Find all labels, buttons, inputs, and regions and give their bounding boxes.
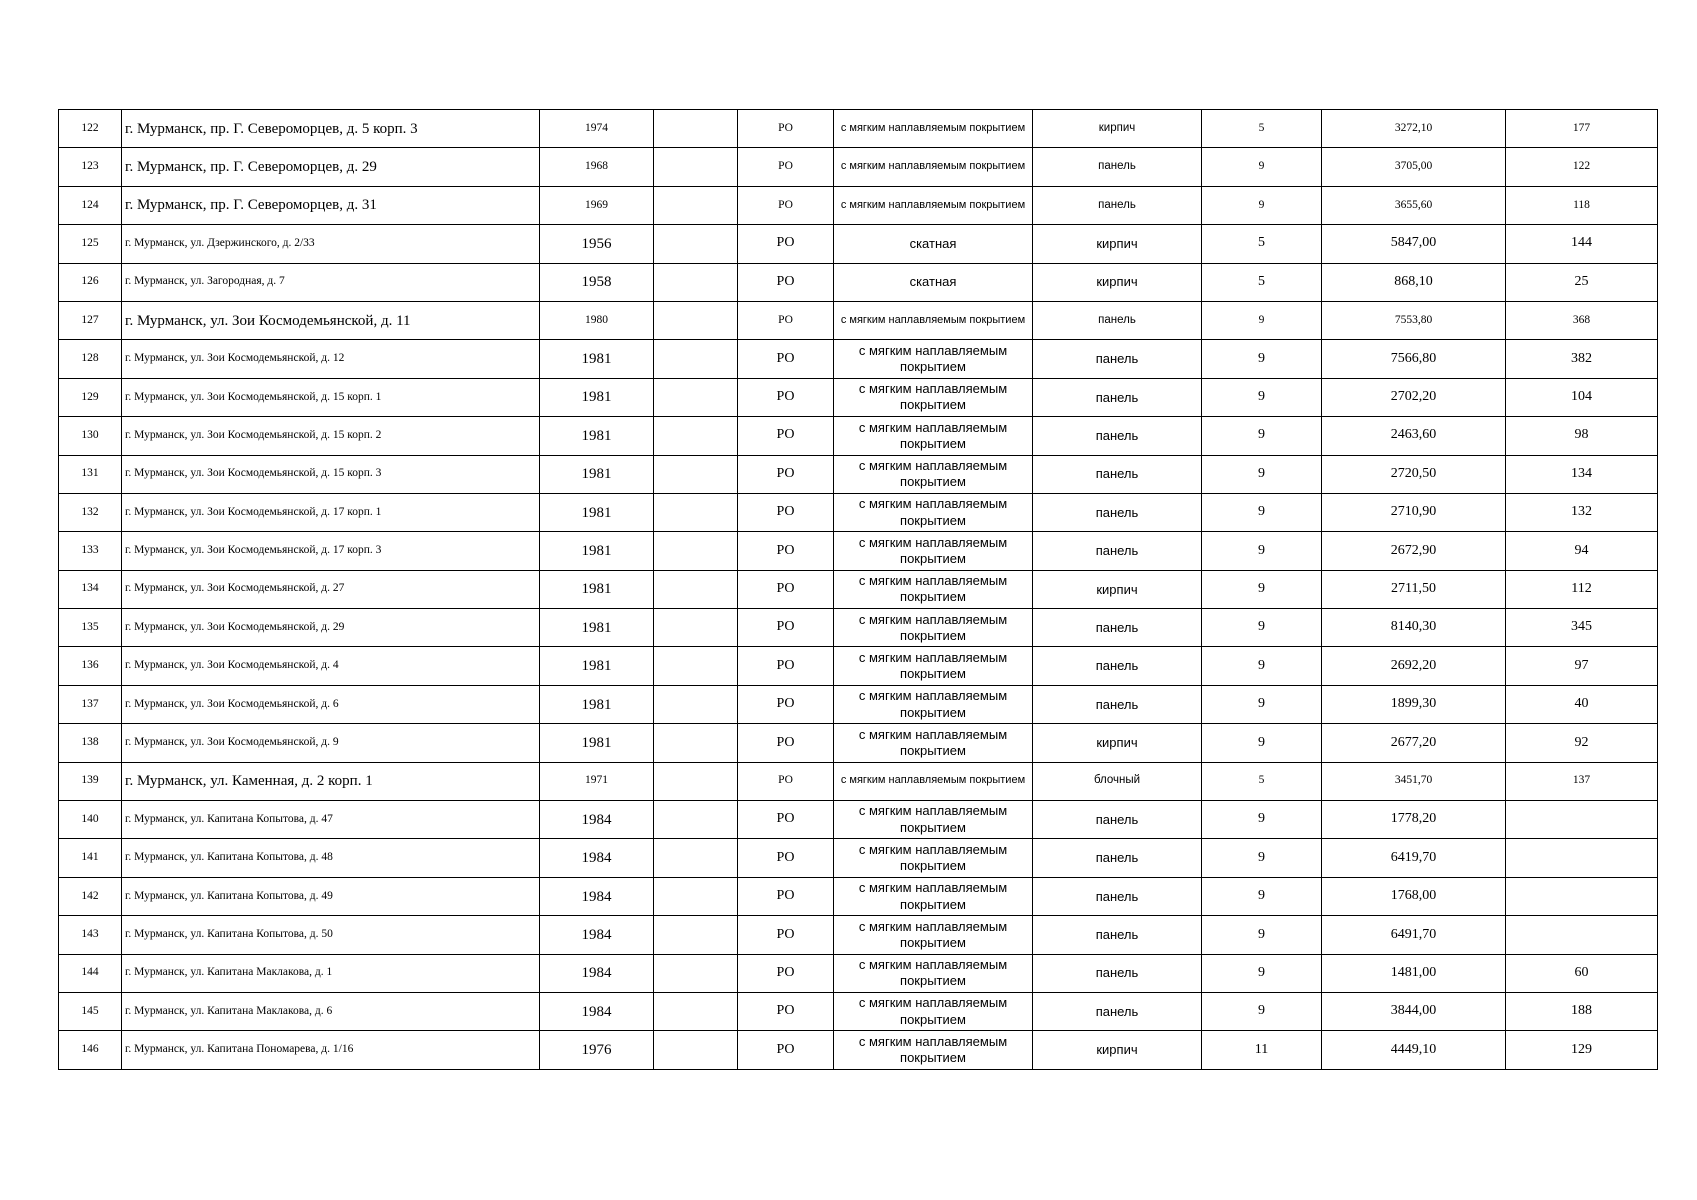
- year-cell: 1984: [540, 801, 654, 839]
- wall-material-cell: панель: [1033, 992, 1202, 1030]
- blank-cell: [654, 263, 738, 301]
- residents-cell: 382: [1506, 340, 1658, 378]
- address-cell: г. Мурманск, ул. Капитана Копытова, д. 50: [122, 916, 540, 954]
- address-cell: г. Мурманск, ул. Капитана Маклакова, д. 1: [122, 954, 540, 992]
- year-cell: 1980: [540, 301, 654, 339]
- roof-type-cell: с мягким наплавляемым покрытием: [834, 532, 1033, 570]
- floors-cell: 11: [1202, 1031, 1322, 1069]
- year-cell: 1981: [540, 532, 654, 570]
- year-cell: 1981: [540, 340, 654, 378]
- wall-material-cell: кирпич: [1033, 1031, 1202, 1069]
- area-cell: 2692,20: [1322, 647, 1506, 685]
- roof-type-cell: с мягким наплавляемым покрытием: [834, 110, 1033, 148]
- row-number-cell: 145: [59, 992, 122, 1030]
- program-cell: РО: [738, 762, 834, 800]
- address-cell: г. Мурманск, ул. Капитана Пономарева, д. 1/16: [122, 1031, 540, 1069]
- address-cell: г. Мурманск, пр. Г. Североморцев, д. 29: [122, 148, 540, 186]
- row-number-cell: 144: [59, 954, 122, 992]
- area-cell: 3844,00: [1322, 992, 1506, 1030]
- wall-material-cell: панель: [1033, 877, 1202, 915]
- blank-cell: [654, 801, 738, 839]
- blank-cell: [654, 455, 738, 493]
- table-row: [59, 1031, 1658, 1069]
- blank-cell: [654, 493, 738, 531]
- roof-type-cell: с мягким наплавляемым покрытием: [834, 378, 1033, 416]
- wall-material-cell: панель: [1033, 493, 1202, 531]
- program-cell: РО: [738, 225, 834, 263]
- area-cell: 3655,60: [1322, 186, 1506, 224]
- year-cell: 1976: [540, 1031, 654, 1069]
- row-number-cell: 133: [59, 532, 122, 570]
- residents-cell: 188: [1506, 992, 1658, 1030]
- roof-type-cell: с мягким наплавляемым покрытием: [834, 570, 1033, 608]
- residents-cell: 122: [1506, 148, 1658, 186]
- year-cell: 1981: [540, 493, 654, 531]
- row-number-cell: 137: [59, 685, 122, 723]
- area-cell: 1481,00: [1322, 954, 1506, 992]
- wall-material-cell: кирпич: [1033, 570, 1202, 608]
- row-number-cell: 122: [59, 110, 122, 148]
- row-number-cell: 131: [59, 455, 122, 493]
- program-cell: РО: [738, 455, 834, 493]
- residents-cell: [1506, 916, 1658, 954]
- address-cell: г. Мурманск, пр. Г. Североморцев, д. 31: [122, 186, 540, 224]
- program-cell: РО: [738, 378, 834, 416]
- wall-material-cell: панель: [1033, 609, 1202, 647]
- wall-material-cell: панель: [1033, 417, 1202, 455]
- program-cell: РО: [738, 493, 834, 531]
- table-row: [59, 225, 1658, 263]
- row-number-cell: 126: [59, 263, 122, 301]
- table-row: [59, 340, 1658, 378]
- floors-cell: 9: [1202, 570, 1322, 608]
- roof-type-cell: с мягким наплавляемым покрытием: [834, 340, 1033, 378]
- roof-type-cell: с мягким наплавляемым покрытием: [834, 916, 1033, 954]
- floors-cell: 5: [1202, 225, 1322, 263]
- area-cell: 6419,70: [1322, 839, 1506, 877]
- row-number-cell: 128: [59, 340, 122, 378]
- residents-cell: 104: [1506, 378, 1658, 416]
- table-row: [59, 839, 1658, 877]
- residents-cell: 137: [1506, 762, 1658, 800]
- floors-cell: 9: [1202, 148, 1322, 186]
- residents-cell: [1506, 801, 1658, 839]
- row-number-cell: 141: [59, 839, 122, 877]
- wall-material-cell: панель: [1033, 839, 1202, 877]
- floors-cell: 9: [1202, 609, 1322, 647]
- wall-material-cell: панель: [1033, 301, 1202, 339]
- row-number-cell: 143: [59, 916, 122, 954]
- year-cell: 1984: [540, 954, 654, 992]
- address-cell: г. Мурманск, ул. Зои Космодемьянской, д. 9: [122, 724, 540, 762]
- housing-table: [58, 109, 1658, 1070]
- roof-type-cell: с мягким наплавляемым покрытием: [834, 839, 1033, 877]
- blank-cell: [654, 724, 738, 762]
- row-number-cell: 132: [59, 493, 122, 531]
- wall-material-cell: панель: [1033, 954, 1202, 992]
- table-row: [59, 609, 1658, 647]
- row-number-cell: 130: [59, 417, 122, 455]
- program-cell: РО: [738, 992, 834, 1030]
- area-cell: 3451,70: [1322, 762, 1506, 800]
- program-cell: РО: [738, 724, 834, 762]
- roof-type-cell: с мягким наплавляемым покрытием: [834, 609, 1033, 647]
- roof-type-cell: с мягким наплавляемым покрытием: [834, 877, 1033, 915]
- residents-cell: 368: [1506, 301, 1658, 339]
- blank-cell: [654, 992, 738, 1030]
- blank-cell: [654, 417, 738, 455]
- roof-type-cell: с мягким наплавляемым покрытием: [834, 801, 1033, 839]
- address-cell: г. Мурманск, ул. Зои Космодемьянской, д. 11: [122, 301, 540, 339]
- table-body: [59, 110, 1658, 1070]
- year-cell: 1956: [540, 225, 654, 263]
- blank-cell: [654, 762, 738, 800]
- wall-material-cell: кирпич: [1033, 724, 1202, 762]
- program-cell: РО: [738, 954, 834, 992]
- program-cell: РО: [738, 1031, 834, 1069]
- year-cell: 1969: [540, 186, 654, 224]
- roof-type-cell: с мягким наплавляемым покрытием: [834, 762, 1033, 800]
- row-number-cell: 125: [59, 225, 122, 263]
- year-cell: 1981: [540, 724, 654, 762]
- table-row: [59, 724, 1658, 762]
- address-cell: г. Мурманск, ул. Зои Космодемьянской, д. 17 корп. 1: [122, 493, 540, 531]
- row-number-cell: 140: [59, 801, 122, 839]
- roof-type-cell: с мягким наплавляемым покрытием: [834, 417, 1033, 455]
- row-number-cell: 123: [59, 148, 122, 186]
- area-cell: 1899,30: [1322, 685, 1506, 723]
- program-cell: РО: [738, 685, 834, 723]
- wall-material-cell: панель: [1033, 801, 1202, 839]
- row-number-cell: 142: [59, 877, 122, 915]
- area-cell: 2672,90: [1322, 532, 1506, 570]
- area-cell: 4449,10: [1322, 1031, 1506, 1069]
- area-cell: 2710,90: [1322, 493, 1506, 531]
- table-row: [59, 148, 1658, 186]
- blank-cell: [654, 839, 738, 877]
- row-number-cell: 127: [59, 301, 122, 339]
- row-number-cell: 136: [59, 647, 122, 685]
- program-cell: РО: [738, 148, 834, 186]
- row-number-cell: 124: [59, 186, 122, 224]
- row-number-cell: 139: [59, 762, 122, 800]
- floors-cell: 9: [1202, 954, 1322, 992]
- table-row: [59, 110, 1658, 148]
- area-cell: 2711,50: [1322, 570, 1506, 608]
- roof-type-cell: с мягким наплавляемым покрытием: [834, 954, 1033, 992]
- area-cell: 2702,20: [1322, 378, 1506, 416]
- table-row: [59, 992, 1658, 1030]
- wall-material-cell: кирпич: [1033, 225, 1202, 263]
- wall-material-cell: кирпич: [1033, 263, 1202, 301]
- year-cell: 1981: [540, 455, 654, 493]
- area-cell: 7553,80: [1322, 301, 1506, 339]
- table-row: [59, 877, 1658, 915]
- floors-cell: 9: [1202, 532, 1322, 570]
- table-row: [59, 417, 1658, 455]
- floors-cell: 9: [1202, 493, 1322, 531]
- floors-cell: 5: [1202, 263, 1322, 301]
- floors-cell: 5: [1202, 110, 1322, 148]
- year-cell: 1984: [540, 877, 654, 915]
- address-cell: г. Мурманск, ул. Капитана Маклакова, д. 6: [122, 992, 540, 1030]
- area-cell: 2463,60: [1322, 417, 1506, 455]
- residents-cell: 129: [1506, 1031, 1658, 1069]
- floors-cell: 9: [1202, 455, 1322, 493]
- year-cell: 1981: [540, 378, 654, 416]
- row-number-cell: 134: [59, 570, 122, 608]
- program-cell: РО: [738, 609, 834, 647]
- residents-cell: [1506, 877, 1658, 915]
- year-cell: 1968: [540, 148, 654, 186]
- table-row: [59, 685, 1658, 723]
- address-cell: г. Мурманск, ул. Капитана Копытова, д. 49: [122, 877, 540, 915]
- address-cell: г. Мурманск, ул. Загородная, д. 7: [122, 263, 540, 301]
- year-cell: 1958: [540, 263, 654, 301]
- year-cell: 1984: [540, 916, 654, 954]
- address-cell: г. Мурманск, ул. Зои Космодемьянской, д. 27: [122, 570, 540, 608]
- blank-cell: [654, 685, 738, 723]
- table-row: [59, 801, 1658, 839]
- area-cell: 7566,80: [1322, 340, 1506, 378]
- wall-material-cell: панель: [1033, 378, 1202, 416]
- residents-cell: 177: [1506, 110, 1658, 148]
- blank-cell: [654, 570, 738, 608]
- area-cell: 2720,50: [1322, 455, 1506, 493]
- table-row: [59, 455, 1658, 493]
- address-cell: г. Мурманск, ул. Зои Космодемьянской, д. 15 корп. 3: [122, 455, 540, 493]
- blank-cell: [654, 340, 738, 378]
- program-cell: РО: [738, 263, 834, 301]
- blank-cell: [654, 532, 738, 570]
- program-cell: РО: [738, 186, 834, 224]
- blank-cell: [654, 225, 738, 263]
- year-cell: 1984: [540, 992, 654, 1030]
- table-row: [59, 186, 1658, 224]
- wall-material-cell: панель: [1033, 685, 1202, 723]
- area-cell: 3705,00: [1322, 148, 1506, 186]
- table-row: [59, 762, 1658, 800]
- document-table-wrapper: [58, 109, 1657, 1070]
- roof-type-cell: с мягким наплавляемым покрытием: [834, 148, 1033, 186]
- blank-cell: [654, 378, 738, 416]
- blank-cell: [654, 110, 738, 148]
- program-cell: РО: [738, 532, 834, 570]
- residents-cell: 97: [1506, 647, 1658, 685]
- table-row: [59, 916, 1658, 954]
- wall-material-cell: панель: [1033, 186, 1202, 224]
- residents-cell: 94: [1506, 532, 1658, 570]
- wall-material-cell: панель: [1033, 916, 1202, 954]
- residents-cell: 118: [1506, 186, 1658, 224]
- blank-cell: [654, 186, 738, 224]
- residents-cell: 345: [1506, 609, 1658, 647]
- area-cell: 1768,00: [1322, 877, 1506, 915]
- program-cell: РО: [738, 877, 834, 915]
- program-cell: РО: [738, 417, 834, 455]
- address-cell: г. Мурманск, ул. Зои Космодемьянской, д. 12: [122, 340, 540, 378]
- year-cell: 1981: [540, 685, 654, 723]
- blank-cell: [654, 148, 738, 186]
- area-cell: 1778,20: [1322, 801, 1506, 839]
- program-cell: РО: [738, 801, 834, 839]
- table-row: [59, 532, 1658, 570]
- row-number-cell: 138: [59, 724, 122, 762]
- address-cell: г. Мурманск, ул. Каменная, д. 2 корп. 1: [122, 762, 540, 800]
- table-row: [59, 647, 1658, 685]
- residents-cell: 144: [1506, 225, 1658, 263]
- residents-cell: 40: [1506, 685, 1658, 723]
- floors-cell: 9: [1202, 301, 1322, 339]
- floors-cell: 9: [1202, 186, 1322, 224]
- row-number-cell: 135: [59, 609, 122, 647]
- floors-cell: 9: [1202, 839, 1322, 877]
- floors-cell: 9: [1202, 647, 1322, 685]
- area-cell: 868,10: [1322, 263, 1506, 301]
- year-cell: 1981: [540, 647, 654, 685]
- table-row: [59, 263, 1658, 301]
- address-cell: г. Мурманск, ул. Зои Космодемьянской, д. 4: [122, 647, 540, 685]
- area-cell: 8140,30: [1322, 609, 1506, 647]
- floors-cell: 9: [1202, 340, 1322, 378]
- roof-type-cell: с мягким наплавляемым покрытием: [834, 647, 1033, 685]
- address-cell: г. Мурманск, ул. Дзержинского, д. 2/33: [122, 225, 540, 263]
- roof-type-cell: с мягким наплавляемым покрытием: [834, 186, 1033, 224]
- wall-material-cell: кирпич: [1033, 110, 1202, 148]
- floors-cell: 9: [1202, 685, 1322, 723]
- address-cell: г. Мурманск, ул. Зои Космодемьянской, д. 15 корп. 2: [122, 417, 540, 455]
- residents-cell: 112: [1506, 570, 1658, 608]
- blank-cell: [654, 609, 738, 647]
- address-cell: г. Мурманск, ул. Зои Космодемьянской, д. 29: [122, 609, 540, 647]
- roof-type-cell: с мягким наплавляемым покрытием: [834, 493, 1033, 531]
- address-cell: г. Мурманск, ул. Зои Космодемьянской, д. 17 корп. 3: [122, 532, 540, 570]
- roof-type-cell: с мягким наплавляемым покрытием: [834, 301, 1033, 339]
- table-row: [59, 954, 1658, 992]
- row-number-cell: 129: [59, 378, 122, 416]
- residents-cell: 92: [1506, 724, 1658, 762]
- table-row: [59, 493, 1658, 531]
- residents-cell: 98: [1506, 417, 1658, 455]
- area-cell: 6491,70: [1322, 916, 1506, 954]
- roof-type-cell: скатная: [834, 263, 1033, 301]
- blank-cell: [654, 647, 738, 685]
- residents-cell: 25: [1506, 263, 1658, 301]
- address-cell: г. Мурманск, ул. Капитана Копытова, д. 47: [122, 801, 540, 839]
- wall-material-cell: панель: [1033, 340, 1202, 378]
- floors-cell: 5: [1202, 762, 1322, 800]
- floors-cell: 9: [1202, 801, 1322, 839]
- table-row: [59, 378, 1658, 416]
- wall-material-cell: панель: [1033, 647, 1202, 685]
- blank-cell: [654, 1031, 738, 1069]
- program-cell: РО: [738, 340, 834, 378]
- floors-cell: 9: [1202, 992, 1322, 1030]
- year-cell: 1974: [540, 110, 654, 148]
- area-cell: 2677,20: [1322, 724, 1506, 762]
- year-cell: 1981: [540, 570, 654, 608]
- program-cell: РО: [738, 110, 834, 148]
- wall-material-cell: панель: [1033, 455, 1202, 493]
- blank-cell: [654, 301, 738, 339]
- year-cell: 1981: [540, 417, 654, 455]
- roof-type-cell: с мягким наплавляемым покрытием: [834, 724, 1033, 762]
- area-cell: 3272,10: [1322, 110, 1506, 148]
- table-row: [59, 570, 1658, 608]
- blank-cell: [654, 916, 738, 954]
- roof-type-cell: скатная: [834, 225, 1033, 263]
- floors-cell: 9: [1202, 378, 1322, 416]
- program-cell: РО: [738, 839, 834, 877]
- address-cell: г. Мурманск, ул. Капитана Копытова, д. 48: [122, 839, 540, 877]
- program-cell: РО: [738, 916, 834, 954]
- wall-material-cell: панель: [1033, 148, 1202, 186]
- row-number-cell: 146: [59, 1031, 122, 1069]
- roof-type-cell: с мягким наплавляемым покрытием: [834, 1031, 1033, 1069]
- program-cell: РО: [738, 301, 834, 339]
- roof-type-cell: с мягким наплавляемым покрытием: [834, 992, 1033, 1030]
- floors-cell: 9: [1202, 417, 1322, 455]
- table-row: [59, 301, 1658, 339]
- program-cell: РО: [738, 647, 834, 685]
- blank-cell: [654, 877, 738, 915]
- floors-cell: 9: [1202, 877, 1322, 915]
- year-cell: 1971: [540, 762, 654, 800]
- residents-cell: [1506, 839, 1658, 877]
- address-cell: г. Мурманск, ул. Зои Космодемьянской, д. 15 корп. 1: [122, 378, 540, 416]
- residents-cell: 132: [1506, 493, 1658, 531]
- floors-cell: 9: [1202, 916, 1322, 954]
- program-cell: РО: [738, 570, 834, 608]
- year-cell: 1984: [540, 839, 654, 877]
- blank-cell: [654, 954, 738, 992]
- address-cell: г. Мурманск, ул. Зои Космодемьянской, д. 6: [122, 685, 540, 723]
- residents-cell: 60: [1506, 954, 1658, 992]
- year-cell: 1981: [540, 609, 654, 647]
- wall-material-cell: блочный: [1033, 762, 1202, 800]
- area-cell: 5847,00: [1322, 225, 1506, 263]
- floors-cell: 9: [1202, 724, 1322, 762]
- address-cell: г. Мурманск, пр. Г. Североморцев, д. 5 корп. 3: [122, 110, 540, 148]
- wall-material-cell: панель: [1033, 532, 1202, 570]
- roof-type-cell: с мягким наплавляемым покрытием: [834, 455, 1033, 493]
- residents-cell: 134: [1506, 455, 1658, 493]
- roof-type-cell: с мягким наплавляемым покрытием: [834, 685, 1033, 723]
